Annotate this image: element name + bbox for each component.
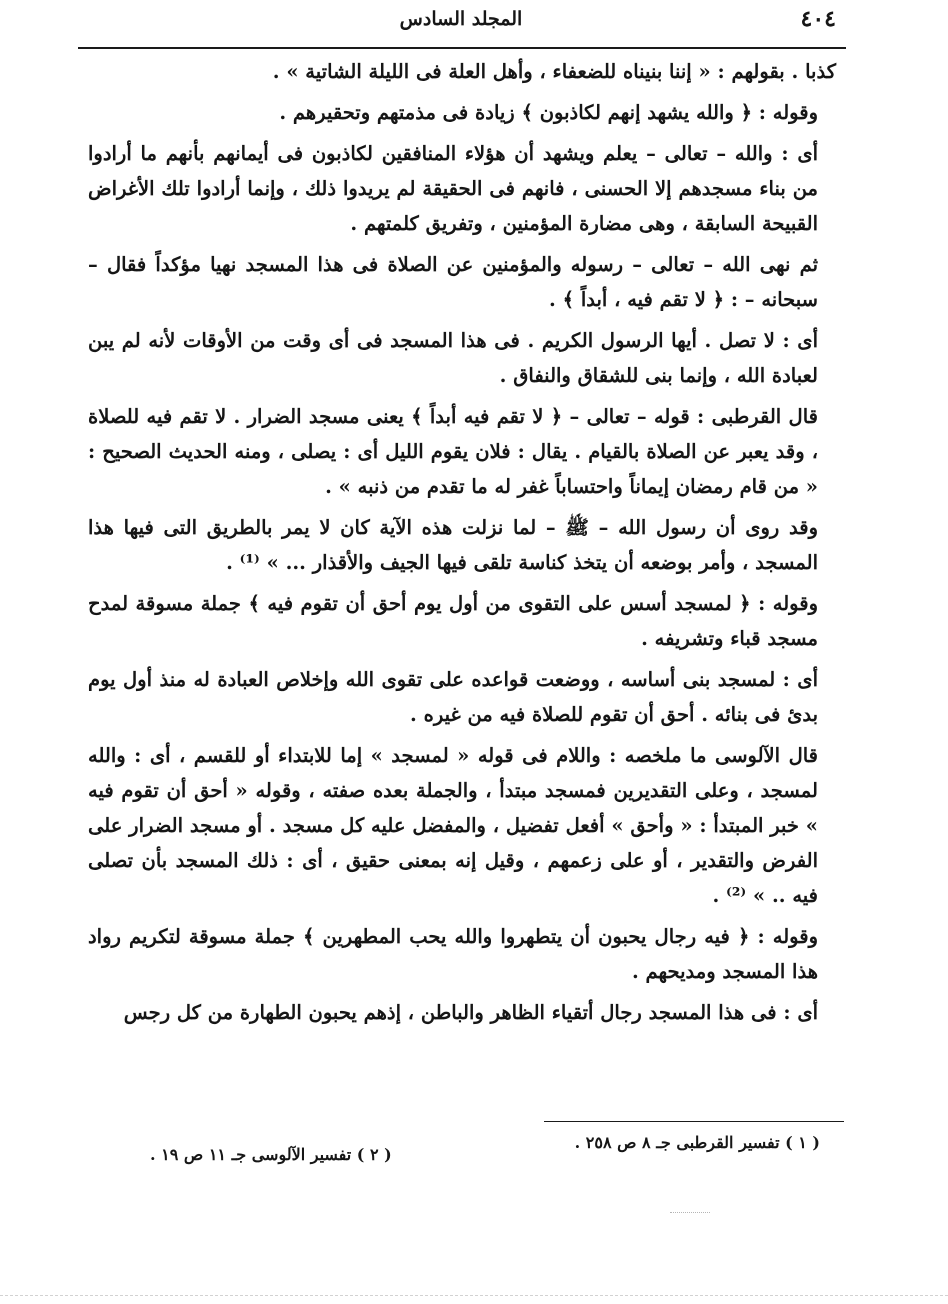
footnote-1: ( ١ ) تفسير القرطبى جـ ٨ ص ٢٥٨ . — [574, 1133, 820, 1152]
running-title: المجلد السادس — [399, 8, 523, 30]
body-text — [88, 54, 836, 1036]
paragraph: وقد روى أن رسول الله – ﷺ – لما نزلت هذه الآية كان لا يمر بالطريق التى فيها هذا المسجد ، وأمر بوضعه أن يتخذ كناسة تلقى فيها الجيف والأقذار ... » ⁽¹⁾ . — [88, 516, 818, 574]
scan-mark — [670, 1212, 710, 1213]
paragraph: أى : لا تصل . أيها الرسول الكريم . فى هذا المسجد فى أى وقت من الأوقات لأنه لم يبن لعبادة الله ، وإنما بنى للشقاق والنفاق . — [88, 329, 818, 387]
paragraph: وقوله : ﴿ والله يشهد إنهم لكاذبون ﴾ زيادة فى مذمتهم وتحقيرهم . — [279, 101, 818, 124]
footnote-2: ( ٢ ) تفسير الآلوسى جـ ١١ ص ١٩ . — [150, 1145, 392, 1164]
footnote-rule — [544, 1121, 844, 1122]
header-rule — [78, 47, 846, 49]
page-number: ٤٠٤ — [800, 6, 836, 32]
paragraph: وقوله : ﴿ فيه رجال يحبون أن يتطهروا والله يحب المطهرين ﴾ جملة مسوقة لتكريم رواد هذا المسجد ومديحهم . — [88, 925, 818, 983]
paragraph: كذبا . بقولهم : « إننا بنيناه للضعفاء ، وأهل العلة فى الليلة الشاتية » . — [272, 60, 836, 83]
scan-edge — [0, 1295, 948, 1296]
paragraph: أى : فى هذا المسجد رجال أتقياء الظاهر والباطن ، إذهم يحبون الطهارة من كل رجس — [123, 1001, 818, 1024]
paragraph: وقوله : ﴿ لمسجد أسس على التقوى من أول يوم أحق أن تقوم فيه ﴾ جملة مسوقة لمدح مسجد قباء وتشريفه . — [88, 592, 818, 650]
paragraph: أى : والله – تعالى – يعلم ويشهد أن هؤلاء المنافقين لكاذبون فى أيمانهم بأنهم ما أرادوا من بناء مسجدهم إلا الحسنى ، فانهم فى الحقيقة لم يريدوا ذلك ، وإنما أرادوا تلك الأغراض القبيحة السابقة ، وهى مضارة المؤمنين ، وتفريق كلمتهم . — [88, 142, 818, 235]
paragraph: قال القرطبى : قوله – تعالى – ﴿ لا تقم فيه أبداً ﴾ يعنى مسجد الضرار . لا تقم فيه للصلاة ، وقد يعبر عن الصلاة بالقيام . يقال : فلان يقوم الليل أى : يصلى ، ومنه الحديث الصحيح : « من قام رمضان إيماناً واحتساباً غفر له ما تقدم من ذنبه » . — [88, 405, 818, 498]
paragraph: قال الآلوسى ما ملخصه : واللام فى قوله « لمسجد » إما للابتداء أو للقسم ، أى : والله لمسجد ، وعلى التقديرين فمسجد مبتدأ ، والجملة بعده صفته ، وقوله « أحق أن تقوم فيه » خبر المبتدأ : « وأحق » أفعل تفضيل ، والمفضل عليه كل مسجد . أو مسجد الضرار على الفرض والتقدير ، أو على زعمهم ، وقيل إنه بمعنى حقيق ، أى : ذلك المسجد بأن تصلى فيه .. » ⁽²⁾ . — [88, 744, 818, 907]
paragraph: أى : لمسجد بنى أساسه ، ووضعت قواعده على تقوى الله وإخلاص العبادة له منذ أول يوم بدئ فى بنائه . أحق أن تقوم للصلاة فيه من غيره . — [88, 668, 818, 726]
running-header — [78, 4, 844, 38]
paragraph: ثم نهى الله – تعالى – رسوله والمؤمنين عن الصلاة فى هذا المسجد نهيا مؤكداً فقال – سبحانه – : ﴿ لا تقم فيه ، أبداً ﴾ . — [88, 253, 818, 311]
